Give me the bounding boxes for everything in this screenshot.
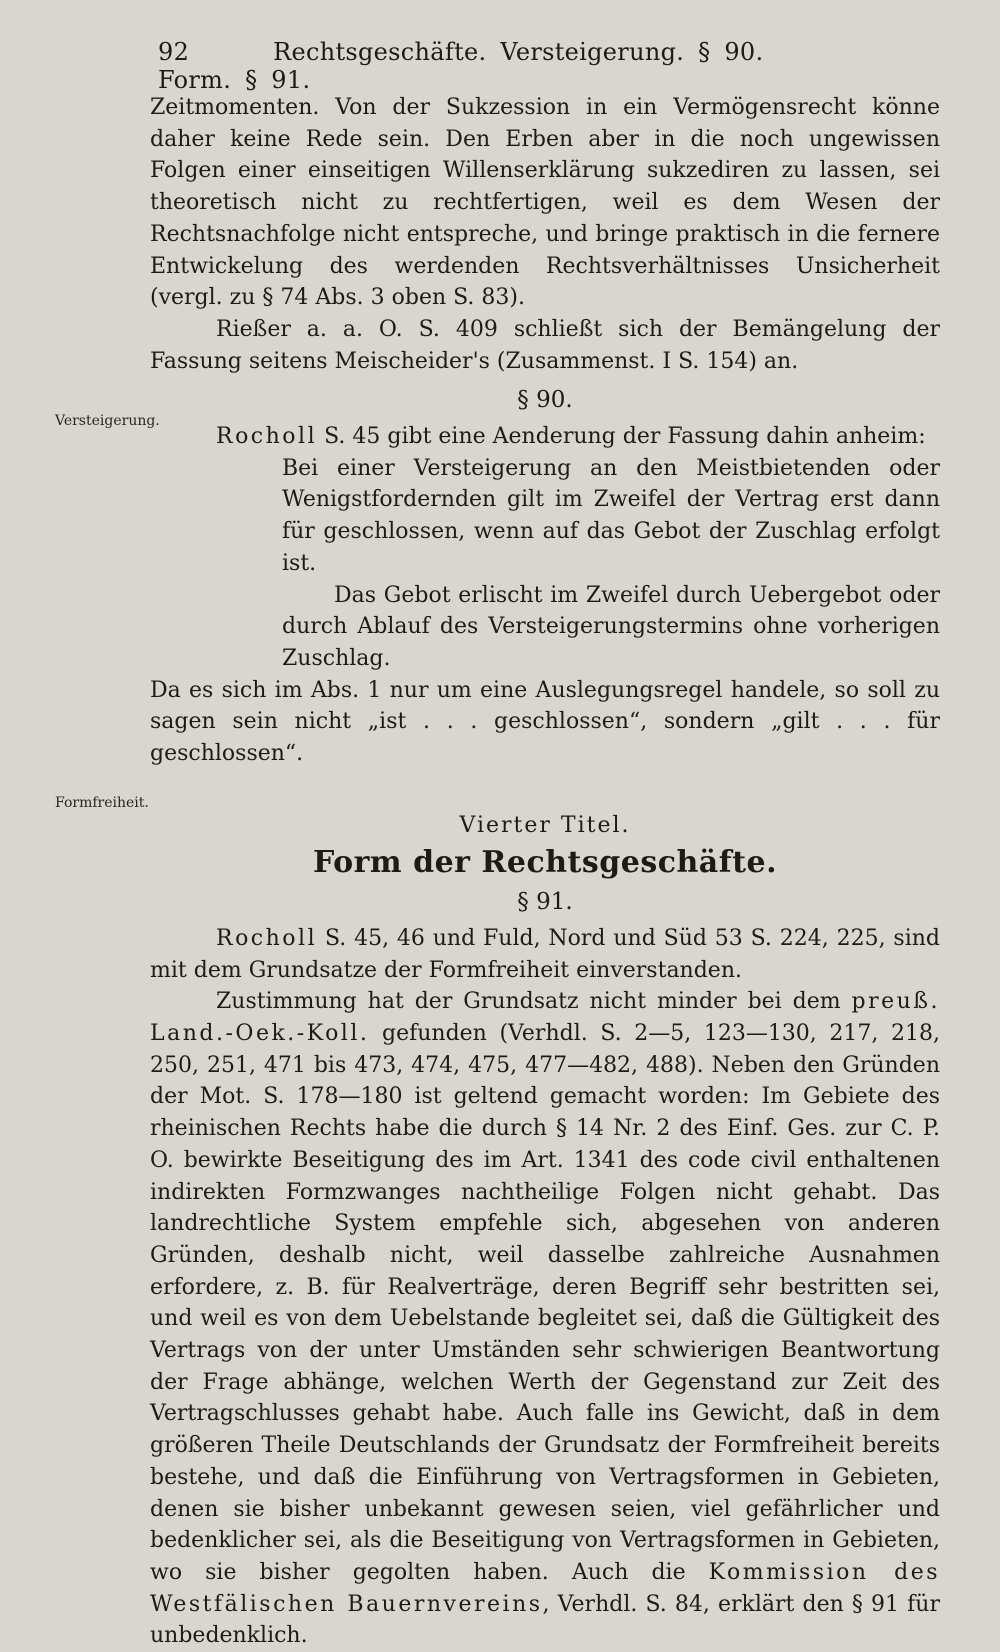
paragraph-text: S. 45 gibt eine Aenderung der Fassung dahin anheim: xyxy=(317,424,926,450)
paragraph-text: S. 45, 46 und Fuld, Nord und Süd 53 S. 224, 225, sind mit dem Grundsatze der Formfreiheit einverstanden. xyxy=(150,925,940,983)
paragraph-riesser: Rießer a. a. O. S. 409 schließt sich der Bemängelung der Fassung seitens Meischeider's (Zusammenst. I S. 154) an. xyxy=(150,316,940,374)
page-body xyxy=(150,92,940,1652)
page-number: 92 xyxy=(158,38,190,66)
paragraph-text: gefunden (Verhdl. S. 2—5, 123—130, 217, 218, 250, 251, 471 bis 473, 474, 475, 477—482, 488). Neben den Gründen der Mot. S. 178—180 ist geltend gemacht worden: Im Gebiete des rheinischen Rechts habe die durch § 14 Nr. 2 des Einf. Ges. zur C. P. O. bewirkte Beseitigung des im Art. 1341 des code civil enthaltenen indirekten Formzwanges nachtheilige Folgen nicht gehabt. Das landrechtliche System empfehle sich, abgesehen von anderen Gründen, deshalb nicht, weil dasselbe zahlreiche Ausnahmen erfordere, z. B. für Realverträge, deren Begriff sehr bestritten sei, und weil es von dem Uebelstande begleitet sei, daß die Gültigkeit des Vertrags von der unter Umständen sehr schwierigen Beantwortung der Frage abhänge, welchen Werth der Gegenstand zur Zeit des Vertragschlusses gehabt habe. Auch falle ins Gewicht, daß in dem größeren Theile Deutschlands der Grundsatz der Formfreiheit bereits bestehe, und daß die Einführung von Vertragsformen in Gebieten, denen sie bisher unbekannt gewesen seien, viel gefährlicher und bedenklicher sei, als die Beseitigung von Vertragsformen in Gebieten, wo sie bisher gegolten haben. Auch die xyxy=(150,1020,940,1585)
paragraph-text: , Verhdl. S. 84, erklärt den § 91 für unbedenklich. xyxy=(150,1591,940,1649)
institution-name: Kommission des Westfälischen Bauernvereins xyxy=(150,1559,940,1617)
paragraph-zustimmung xyxy=(150,986,940,1652)
author-name: Rocholl xyxy=(216,424,318,450)
author-name: Rocholl xyxy=(216,925,318,951)
paragraph-continuation: Zeitmomenten. Von der Sukzession in ein Vermögensrecht könne daher keine Rede sein. Den Erben aber in die noch ungewissen Folgen einer einseitigen Willenserklärung sukzediren zu lassen, sei theoretisch nicht zu rechtfertigen, weil es dem Wesen der Rechtsnachfolge nicht entspreche, und bringe praktisch in die fernere Entwickelung des werdenden Rechtsverhältnisses Unsicherheit (vergl. zu § 74 Abs. 3 oben S. 83). xyxy=(150,95,940,311)
running-header xyxy=(158,38,778,94)
section-91-heading: § 91. xyxy=(517,889,573,916)
quote-paragraph-2: Das Gebot erlischt im Zweifel durch Uebergebot oder durch Ablauf des Versteigerungstermins ohne vorherigen Zuschlag. xyxy=(282,582,940,671)
paragraph-auslegungsregel: Da es sich im Abs. 1 nur um eine Auslegungsregel handele, so soll zu sagen sein nicht „ist . . . geschlossen“, sondern „gilt . . . für geschlossen“. xyxy=(150,677,940,767)
paragraph-rocholl-90 xyxy=(150,421,940,453)
running-title: Rechtsgeschäfte. Versteigerung. § 90. Form. § 91. xyxy=(158,38,764,94)
chapter-heading: Form der Rechtsgeschäfte. xyxy=(312,845,778,881)
margin-note-formfreiheit: Formfreiheit. xyxy=(55,795,149,811)
paragraph-rocholl-91 xyxy=(150,923,940,986)
paragraph-text: Zustimmung hat der Grundsatz nicht minder bei dem xyxy=(216,989,852,1015)
title-label: Vierter Titel. xyxy=(459,812,631,838)
institution-name: preuß. Land.-Oek.-Koll. xyxy=(150,989,940,1046)
section-90-heading: § 90. xyxy=(517,387,573,414)
quote-paragraph-1: Bei einer Versteigerung an den Meistbietenden oder Wenigstfordernden gilt im Zweifel der Vertrag erst dann für geschlossen, wenn auf das Gebot der Zuschlag erfolgt ist. xyxy=(282,455,940,576)
margin-note-versteigerung: Versteigerung. xyxy=(55,413,160,429)
